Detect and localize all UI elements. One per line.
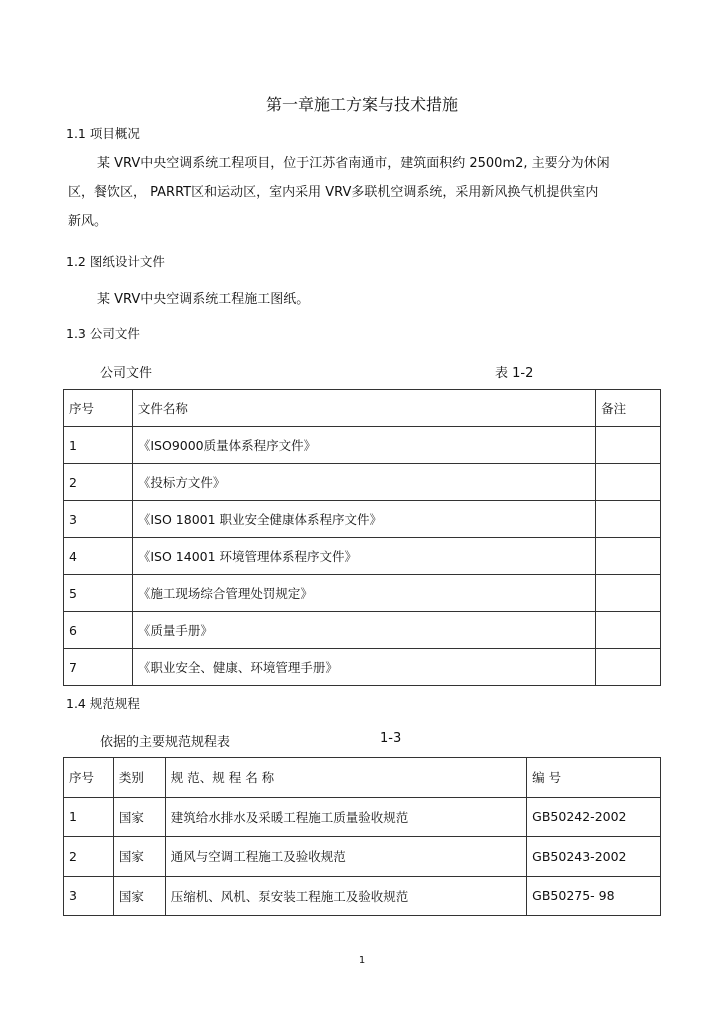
table-cell: 《投标方文件》 bbox=[132, 464, 595, 501]
company-documents-table bbox=[63, 389, 661, 686]
table-row bbox=[64, 612, 661, 649]
table-cell: 《职业安全、健康、环境管理手册》 bbox=[132, 649, 595, 686]
header-cell: 序号 bbox=[64, 758, 114, 798]
table-cell: 《质量手册》 bbox=[132, 612, 595, 649]
table-cell: 通风与空调工程施工及验收规范 bbox=[165, 837, 526, 877]
overview-line-1: 某 VRV中央空调系统工程项目，位于江苏省南通市，建筑面积约 2500m2, 主要分为休闲 bbox=[97, 156, 610, 171]
table-cell: 建筑给水排水及采暖工程施工质量验收规范 bbox=[165, 797, 526, 837]
table-cell: 5 bbox=[64, 575, 133, 612]
table-cell: 1 bbox=[64, 427, 133, 464]
header-cell: 序号 bbox=[64, 390, 133, 427]
table-cell: 国家 bbox=[113, 876, 165, 916]
header-cell: 文件名称 bbox=[132, 390, 595, 427]
section-1-2-heading: 1.2 图纸设计文件 bbox=[66, 254, 165, 269]
table-row bbox=[64, 797, 661, 837]
table-cell: 6 bbox=[64, 612, 133, 649]
header-cell: 规 范、规 程 名 称 bbox=[165, 758, 526, 798]
table-cell: GB50243-2002 bbox=[527, 837, 661, 877]
table-row bbox=[64, 876, 661, 916]
table-cell: 4 bbox=[64, 538, 133, 575]
table-row bbox=[64, 501, 661, 538]
overview-line-2: 区，餐饮区， PARRT区和运动区，室内采用 VRV多联机空调系统，采用新风换气机提供室内 bbox=[68, 185, 599, 200]
table-cell: 国家 bbox=[113, 797, 165, 837]
table-cell: 7 bbox=[64, 649, 133, 686]
overview-line-3: 新风。 bbox=[68, 214, 108, 229]
table-number-1-2: 表 1-2 bbox=[495, 366, 534, 381]
section-1-1-heading: 1.1 项目概况 bbox=[66, 126, 140, 141]
table-number-1-3: 1-3 bbox=[380, 731, 402, 746]
table-cell bbox=[596, 427, 661, 464]
table-cell: 3 bbox=[64, 876, 114, 916]
table-row bbox=[64, 538, 661, 575]
table-row bbox=[64, 427, 661, 464]
section-1-4-heading: 1.4 规范规程 bbox=[66, 696, 140, 711]
standards-caption: 依据的主要规范规程表 bbox=[100, 735, 231, 750]
standards-table bbox=[63, 757, 661, 916]
header-cell: 备注 bbox=[596, 390, 661, 427]
drawings-text: 某 VRV中央空调系统工程施工图纸。 bbox=[97, 292, 310, 307]
company-docs-caption: 公司文件 bbox=[100, 366, 153, 381]
table-row bbox=[64, 837, 661, 877]
table-cell bbox=[596, 575, 661, 612]
page-number: 1 bbox=[358, 955, 366, 966]
page-title: 第一章施工方案与技术措施 bbox=[265, 95, 458, 114]
table-cell: 1 bbox=[64, 797, 114, 837]
table-cell: 压缩机、风机、泵安装工程施工及验收规范 bbox=[165, 876, 526, 916]
table-cell bbox=[596, 538, 661, 575]
table-header-row bbox=[64, 758, 661, 798]
table-cell bbox=[596, 464, 661, 501]
table-cell: 3 bbox=[64, 501, 133, 538]
table-row bbox=[64, 649, 661, 686]
table-row bbox=[64, 464, 661, 501]
table-cell: GB50275- 98 bbox=[527, 876, 661, 916]
table-cell: 《施工现场综合管理处罚规定》 bbox=[132, 575, 595, 612]
table-cell bbox=[596, 612, 661, 649]
table-cell: 2 bbox=[64, 464, 133, 501]
table-cell: 《ISO9000质量体系程序文件》 bbox=[132, 427, 595, 464]
header-cell: 类别 bbox=[113, 758, 165, 798]
table-cell bbox=[596, 649, 661, 686]
section-1-3-heading: 1.3 公司文件 bbox=[66, 326, 140, 341]
header-cell: 编 号 bbox=[527, 758, 661, 798]
table-row bbox=[64, 575, 661, 612]
table-header-row bbox=[64, 390, 661, 427]
table-cell: 《ISO 14001 环境管理体系程序文件》 bbox=[132, 538, 595, 575]
table-cell: 《ISO 18001 职业安全健康体系程序文件》 bbox=[132, 501, 595, 538]
table-cell: 国家 bbox=[113, 837, 165, 877]
table-cell: GB50242-2002 bbox=[527, 797, 661, 837]
table-cell: 2 bbox=[64, 837, 114, 877]
table-cell bbox=[596, 501, 661, 538]
